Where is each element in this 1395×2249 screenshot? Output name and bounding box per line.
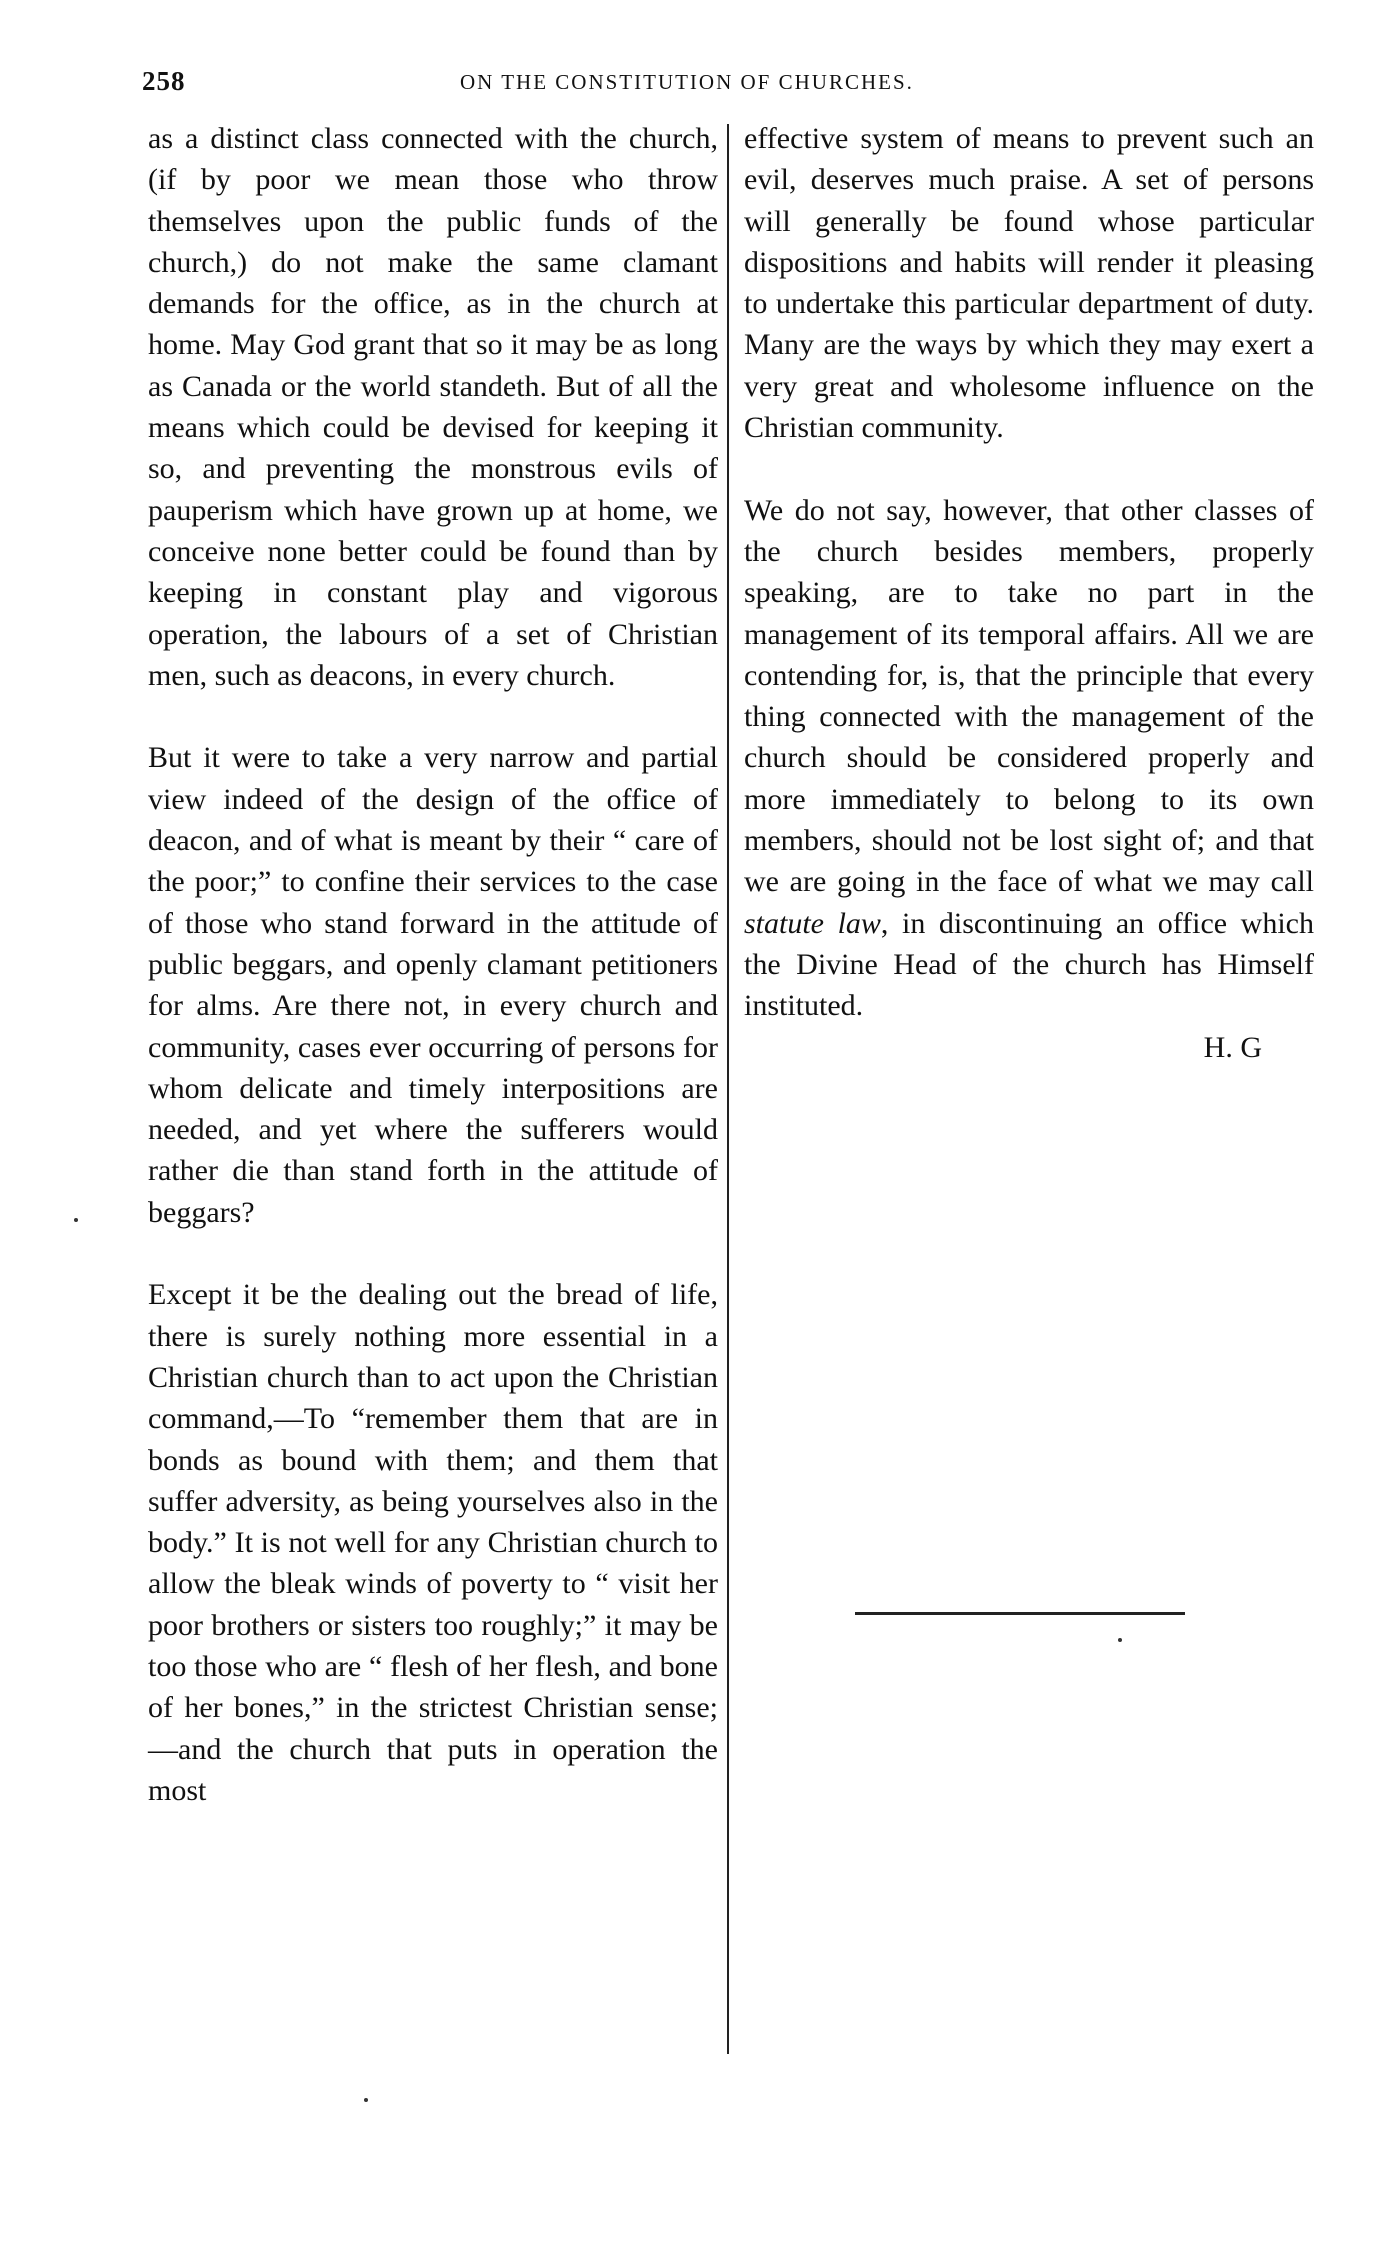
right-paragraph-1: effective system of means to prevent such an evil, deserves much praise. A set of persons will generally be found whose particular dispositions and habits will render it pleasing to undertake this particular department of duty. Many are the ways by which they may exert a very great and wholesome influence on the Christian community. [744, 122, 1314, 445]
section-end-rule [855, 1612, 1185, 1615]
paragraph-gap [148, 696, 718, 737]
right-column [744, 118, 1314, 1068]
right-paragraph-2-text: We do not say, however, that other classes of the church besides members, properly speaking, are to take no part in the management of its temporal affairs. All we are contending for, is, that the principle that every thing connected with the management of the church should be considered properly and more immediately to belong to its own members, should not be lost sight of; and that we are going in the face of what we may call [744, 493, 1314, 899]
right-paragraph-2 [744, 490, 1314, 1027]
left-paragraph-1: as a distinct class connected with the church, (if by poor we mean those who throw themselves upon the public funds of the church,) do not make the same clamant demands for the office, as in the church at home. May God grant that so it may be as long as Canada or the world standeth. But of all the means which could be devised for keeping it so, and preventing the monstrous evils of pauperism which have grown up at home, we conceive none better could be found than by keeping in constant play and vigorous operation, the labours of a set of Christian men, such as deacons, in every church. [148, 122, 718, 692]
stray-mark [1118, 1638, 1122, 1642]
paragraph-gap [148, 1233, 718, 1274]
running-head: ON THE CONSTITUTION OF CHURCHES. [460, 70, 914, 94]
paragraph-gap [744, 448, 1314, 489]
column-divider [727, 124, 729, 2054]
right-paragraph-2-end: , in discontinuing an office which the Divine Head of the church has Himself instituted. [744, 906, 1314, 1023]
page-number: 258 [142, 66, 186, 96]
left-column [148, 118, 718, 1811]
stray-mark [364, 2098, 368, 2102]
statute-law-italic: statute law [744, 906, 881, 940]
left-paragraph-3: Except it be the dealing out the bread of life, there is surely nothing more essential in a Christian church than to act upon the Christian command,—To “remember them that are in bonds as bound with them; and them that suffer adversity, as being yourselves also in the body.” It is not well for any Christian church to allow the bleak winds of poverty to “ visit her poor brothers or sisters too roughly;” it may be too those who are “ flesh of her flesh, and bone of her bones,” in the strictest Christian sense;—and the church that puts in operation the most [148, 1278, 718, 1807]
left-paragraph-2: But it were to take a very narrow and partial view indeed of the design of the office of deacon, and of what is meant by their “ care of the poor;” to confine their services to the case of those who stand forward in the attitude of public beggars, and openly clamant petitioners for alms. Are there not, in every church and community, cases ever occurring of persons for whom delicate and timely interpositions are needed, and yet where the sufferers would rather die than stand forth in the attitude of beggars? [148, 741, 718, 1229]
stray-mark [74, 1218, 78, 1222]
author-signature: H. G [1203, 1030, 1262, 1064]
